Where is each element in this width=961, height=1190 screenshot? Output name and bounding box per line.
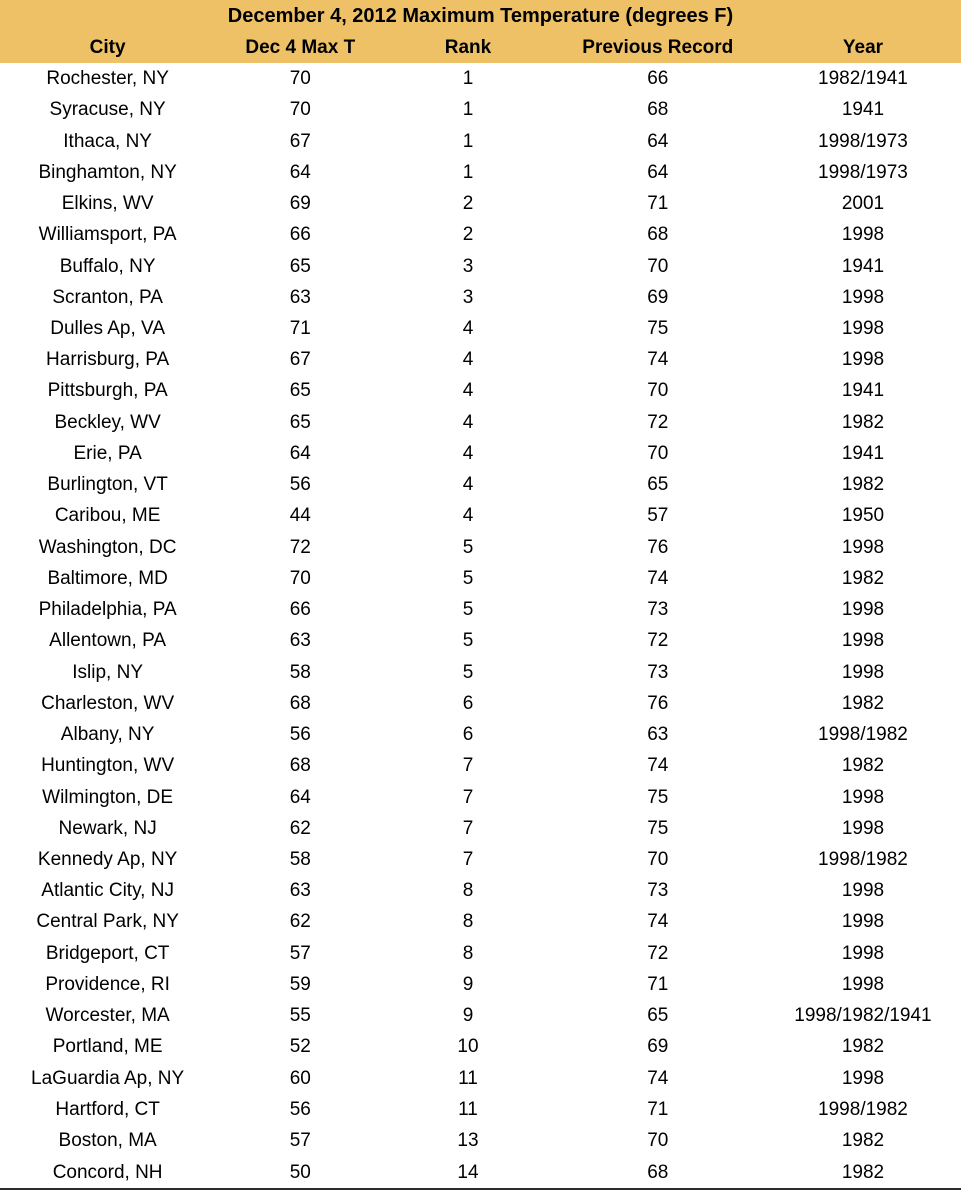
- table-cell-rank: 4: [462, 474, 474, 496]
- table-cell-year: 1998/1973: [818, 130, 908, 152]
- table-cell-city: Huntington, WV: [41, 755, 175, 777]
- table-cell-year: 1998: [841, 286, 885, 308]
- table-cell-max-t: 65: [289, 411, 311, 433]
- table-cell-rank: 10: [457, 1036, 479, 1058]
- table-row: [0, 125, 961, 156]
- column-header-year: Year: [765, 33, 961, 63]
- table-cell-rank: 6: [462, 724, 474, 746]
- table-cell-max-t: 68: [289, 755, 311, 777]
- table-cell-city: Allentown, PA: [49, 630, 167, 652]
- table-row: [0, 500, 961, 531]
- table-cell-max-t: 44: [289, 505, 311, 527]
- table-cell-max-t: 70: [289, 567, 311, 589]
- table-cell-city: Washington, DC: [38, 536, 177, 558]
- table-cell-max-t: 66: [289, 599, 311, 621]
- table-cell-rank: 5: [462, 599, 474, 621]
- table-cell-rank: 2: [462, 193, 474, 215]
- table-cell-city: Providence, RI: [45, 973, 170, 995]
- table-row: [0, 781, 961, 812]
- table-cell-city: Kennedy Ap, NY: [37, 848, 178, 870]
- table-title: December 4, 2012 Maximum Temperature (degrees F): [0, 0, 961, 33]
- table-cell-max-t: 63: [289, 286, 311, 308]
- table-cell-year: 1998/1982: [818, 724, 908, 746]
- table-cell-max-t: 65: [289, 255, 311, 277]
- table-cell-year: 1941: [841, 99, 885, 121]
- table-cell-rank: 3: [462, 286, 474, 308]
- table-cell-previous-record: 70: [647, 848, 669, 870]
- table-cell-previous-record: 76: [647, 692, 669, 714]
- table-row: [0, 906, 961, 937]
- table-cell-rank: 8: [462, 880, 474, 902]
- table-row: [0, 969, 961, 1000]
- table-cell-year: 1998: [841, 224, 885, 246]
- table-cell-previous-record: 57: [647, 505, 669, 527]
- table-cell-previous-record: 70: [647, 255, 669, 277]
- table-cell-max-t: 72: [289, 536, 311, 558]
- table-cell-city: Wilmington, DE: [42, 786, 174, 808]
- table-cell-rank: 4: [462, 380, 474, 402]
- table-row: [0, 625, 961, 656]
- table-row: [0, 656, 961, 687]
- table-cell-rank: 1: [462, 68, 474, 90]
- table-cell-max-t: 60: [289, 1067, 311, 1089]
- table-cell-city: Rochester, NY: [46, 68, 169, 90]
- table-row: [0, 1031, 961, 1062]
- table-cell-rank: 6: [462, 692, 474, 714]
- table-row: [0, 63, 961, 94]
- table-cell-previous-record: 73: [647, 599, 669, 621]
- table-cell-max-t: 59: [289, 973, 311, 995]
- table-cell-previous-record: 72: [647, 630, 669, 652]
- table-row: [0, 188, 961, 219]
- table-cell-year: 2001: [841, 193, 885, 215]
- table-cell-year: 1941: [841, 255, 885, 277]
- table-cell-city: Bridgeport, CT: [45, 942, 170, 964]
- table-cell-max-t: 55: [289, 1005, 311, 1027]
- table-cell-previous-record: 71: [647, 973, 669, 995]
- table-cell-city: Binghamton, NY: [38, 161, 177, 183]
- table-cell-previous-record: 68: [647, 99, 669, 121]
- table-row: [0, 750, 961, 781]
- table-row: [0, 594, 961, 625]
- table-body: [0, 63, 961, 1189]
- table-cell-city: Worcester, MA: [45, 1005, 170, 1027]
- table-cell-year: 1998: [841, 599, 885, 621]
- table-cell-rank: 3: [462, 255, 474, 277]
- table-cell-max-t: 56: [289, 724, 311, 746]
- table-cell-max-t: 65: [289, 380, 311, 402]
- table-cell-rank: 8: [462, 942, 474, 964]
- table-cell-year: 1998/1982/1941: [794, 1005, 932, 1027]
- table-cell-rank: 7: [462, 848, 474, 870]
- table-cell-previous-record: 73: [647, 661, 669, 683]
- table-row: [0, 1156, 961, 1189]
- table-cell-year: 1998/1982: [818, 1098, 908, 1120]
- table-cell-max-t: 56: [289, 474, 311, 496]
- table-cell-previous-record: 71: [647, 1098, 669, 1120]
- table-cell-city: Williamsport, PA: [38, 224, 177, 246]
- table-cell-rank: 9: [462, 1005, 474, 1027]
- table-cell-rank: 4: [462, 349, 474, 371]
- table-cell-previous-record: 65: [647, 474, 669, 496]
- table-row: [0, 375, 961, 406]
- table-cell-year: 1998: [841, 880, 885, 902]
- table-cell-year: 1982: [841, 567, 885, 589]
- column-header-row: [0, 33, 961, 63]
- table-cell-max-t: 64: [289, 161, 311, 183]
- table-cell-year: 1998: [841, 349, 885, 371]
- table-cell-year: 1998: [841, 973, 885, 995]
- table-cell-previous-record: 73: [647, 880, 669, 902]
- table-cell-year: 1998: [841, 536, 885, 558]
- table-cell-previous-record: 69: [647, 1036, 669, 1058]
- table-cell-city: Burlington, VT: [47, 474, 168, 496]
- table-cell-city: Baltimore, MD: [47, 567, 168, 589]
- table-cell-city: Islip, NY: [72, 661, 143, 683]
- table-cell-max-t: 50: [289, 1161, 311, 1183]
- table-cell-rank: 5: [462, 661, 474, 683]
- table-cell-rank: 7: [462, 755, 474, 777]
- table-cell-rank: 5: [462, 567, 474, 589]
- table-cell-max-t: 67: [289, 349, 311, 371]
- table-row: [0, 719, 961, 750]
- table-cell-previous-record: 70: [647, 442, 669, 464]
- table-cell-max-t: 57: [289, 1130, 311, 1152]
- table-cell-previous-record: 75: [647, 817, 669, 839]
- table-cell-city: Philadelphia, PA: [38, 599, 177, 621]
- table-cell-city: Elkins, WV: [61, 193, 154, 215]
- table-cell-rank: 4: [462, 442, 474, 464]
- table-row: [0, 563, 961, 594]
- table-cell-max-t: 66: [289, 224, 311, 246]
- table-cell-previous-record: 76: [647, 536, 669, 558]
- table-row: [0, 1125, 961, 1156]
- table-cell-max-t: 58: [289, 848, 311, 870]
- table-cell-city: Newark, NJ: [58, 817, 157, 839]
- table-cell-city: Beckley, WV: [54, 411, 161, 433]
- table-cell-city: Buffalo, NY: [59, 255, 156, 277]
- table-cell-previous-record: 75: [647, 317, 669, 339]
- table-cell-max-t: 62: [289, 911, 311, 933]
- table-row: [0, 282, 961, 313]
- table-row: [0, 438, 961, 469]
- table-row: [0, 875, 961, 906]
- table-cell-city: Charleston, WV: [41, 692, 175, 714]
- table-cell-max-t: 63: [289, 880, 311, 902]
- table-cell-city: Harrisburg, PA: [46, 349, 170, 371]
- table-cell-rank: 1: [462, 161, 474, 183]
- table-cell-rank: 8: [462, 911, 474, 933]
- table-cell-previous-record: 72: [647, 942, 669, 964]
- table-cell-max-t: 52: [289, 1036, 311, 1058]
- table-cell-previous-record: 68: [647, 1161, 669, 1183]
- table-cell-max-t: 70: [289, 99, 311, 121]
- table-cell-city: Boston, MA: [58, 1130, 157, 1152]
- table-cell-previous-record: 71: [647, 193, 669, 215]
- table-row: [0, 407, 961, 438]
- table-cell-rank: 4: [462, 505, 474, 527]
- table-cell-year: 1998: [841, 317, 885, 339]
- table-cell-max-t: 67: [289, 130, 311, 152]
- table-cell-previous-record: 70: [647, 380, 669, 402]
- table-cell-previous-record: 70: [647, 1130, 669, 1152]
- table-cell-max-t: 62: [289, 817, 311, 839]
- table-row: [0, 313, 961, 344]
- table-row: [0, 938, 961, 969]
- table-cell-year: 1998: [841, 661, 885, 683]
- table-row: [0, 219, 961, 250]
- table-cell-year: 1998/1973: [818, 161, 908, 183]
- table-cell-max-t: 64: [289, 442, 311, 464]
- table-cell-max-t: 57: [289, 942, 311, 964]
- table-header: [0, 0, 961, 63]
- table-cell-year: 1982: [841, 1161, 885, 1183]
- table-cell-city: Portland, ME: [52, 1036, 163, 1058]
- table-cell-previous-record: 74: [647, 911, 669, 933]
- table-cell-previous-record: 74: [647, 349, 669, 371]
- table-cell-city: Pittsburgh, PA: [47, 380, 168, 402]
- table-row: [0, 250, 961, 281]
- table-cell-previous-record: 74: [647, 1067, 669, 1089]
- table-cell-rank: 7: [462, 817, 474, 839]
- table-cell-rank: 4: [462, 411, 474, 433]
- table-cell-city: Atlantic City, NJ: [41, 880, 174, 902]
- table-cell-rank: 7: [462, 786, 474, 808]
- table-row: [0, 94, 961, 125]
- title-row: [0, 0, 961, 33]
- table-cell-year: 1998: [841, 630, 885, 652]
- table-cell-previous-record: 69: [647, 286, 669, 308]
- table-cell-city: Dulles Ap, VA: [50, 317, 165, 339]
- table-cell-city: LaGuardia Ap, NY: [31, 1067, 185, 1089]
- table-cell-rank: 1: [462, 99, 474, 121]
- table-cell-year: 1982: [841, 692, 885, 714]
- table-cell-max-t: 63: [289, 630, 311, 652]
- column-header-city: City: [0, 33, 215, 63]
- table-row: [0, 844, 961, 875]
- table-cell-previous-record: 75: [647, 786, 669, 808]
- table-cell-city: Albany, NY: [60, 724, 155, 746]
- table-cell-year: 1998: [841, 1067, 885, 1089]
- table-cell-rank: 4: [462, 317, 474, 339]
- table-cell-city: Concord, NH: [52, 1161, 163, 1183]
- table-row: [0, 688, 961, 719]
- table-cell-previous-record: 64: [647, 161, 669, 183]
- table-cell-year: 1950: [841, 505, 885, 527]
- table-cell-city: Central Park, NY: [36, 911, 179, 933]
- table-cell-max-t: 64: [289, 786, 311, 808]
- table-row: [0, 469, 961, 500]
- table-cell-rank: 5: [462, 536, 474, 558]
- table-cell-year: 1998: [841, 911, 885, 933]
- table-cell-previous-record: 74: [647, 755, 669, 777]
- table-cell-max-t: 70: [289, 68, 311, 90]
- table-cell-max-t: 58: [289, 661, 311, 683]
- table-cell-year: 1941: [841, 442, 885, 464]
- table-cell-year: 1982: [841, 755, 885, 777]
- column-header-dec4-max-t: Dec 4 Max T: [215, 33, 385, 63]
- table-cell-year: 1982: [841, 1130, 885, 1152]
- table-cell-rank: 11: [458, 1067, 478, 1089]
- table-cell-rank: 2: [462, 224, 474, 246]
- table-row: [0, 813, 961, 844]
- table-cell-previous-record: 63: [647, 724, 669, 746]
- table-row: [0, 1094, 961, 1125]
- table-cell-previous-record: 72: [647, 411, 669, 433]
- table-cell-previous-record: 74: [647, 567, 669, 589]
- table-cell-city: Scranton, PA: [52, 286, 163, 308]
- table-cell-year: 1982/1941: [818, 68, 908, 90]
- table-cell-rank: 13: [457, 1130, 479, 1152]
- table-cell-city: Erie, PA: [73, 442, 142, 464]
- table-cell-max-t: 69: [289, 193, 311, 215]
- table-row: [0, 532, 961, 563]
- table-cell-rank: 11: [458, 1098, 478, 1120]
- table-cell-city: Ithaca, NY: [63, 130, 152, 152]
- table-cell-city: Caribou, ME: [54, 505, 161, 527]
- table-cell-city: Syracuse, NY: [49, 99, 166, 121]
- table-cell-previous-record: 68: [647, 224, 669, 246]
- table-cell-max-t: 68: [289, 692, 311, 714]
- table-cell-previous-record: 66: [647, 68, 669, 90]
- table-cell-year: 1998/1982: [818, 848, 908, 870]
- column-header-rank: Rank: [385, 33, 550, 63]
- table-row: [0, 157, 961, 188]
- table-row: [0, 344, 961, 375]
- table-cell-rank: 9: [462, 973, 474, 995]
- table-cell-year: 1982: [841, 474, 885, 496]
- table-cell-previous-record: 65: [647, 1005, 669, 1027]
- table-cell-previous-record: 64: [647, 130, 669, 152]
- column-header-previous-record: Previous Record: [551, 33, 765, 63]
- table-cell-rank: 14: [457, 1161, 479, 1183]
- table-cell-max-t: 56: [289, 1098, 311, 1120]
- table-row: [0, 1063, 961, 1094]
- table-cell-year: 1982: [841, 1036, 885, 1058]
- table-row: [0, 1000, 961, 1031]
- table-cell-city: Hartford, CT: [55, 1098, 160, 1120]
- table-cell-year: 1941: [841, 380, 885, 402]
- table-cell-rank: 5: [462, 630, 474, 652]
- table-cell-rank: 1: [462, 130, 474, 152]
- table-cell-year: 1998: [841, 786, 885, 808]
- table-cell-year: 1998: [841, 942, 885, 964]
- table-cell-max-t: 71: [289, 317, 311, 339]
- table-cell-year: 1998: [841, 817, 885, 839]
- table-cell-year: 1982: [841, 411, 885, 433]
